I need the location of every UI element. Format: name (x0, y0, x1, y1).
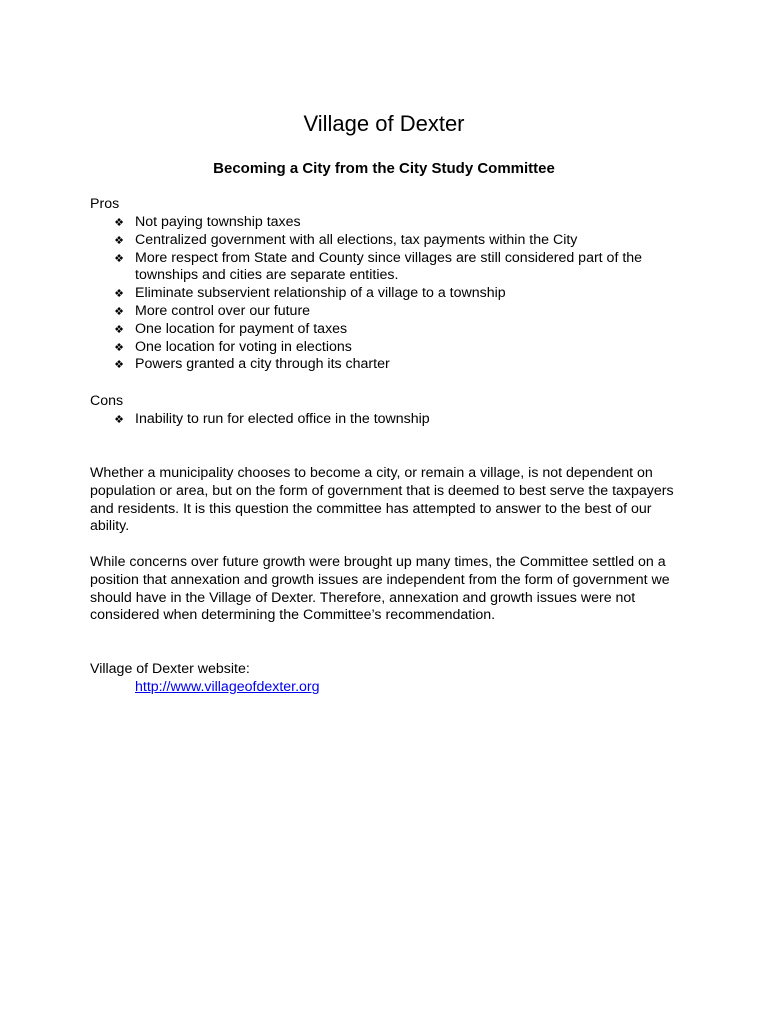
list-item-text: Not paying township taxes (135, 214, 301, 230)
list-item (112, 250, 692, 286)
cons-list (112, 411, 692, 429)
pros-heading: Pros (90, 196, 120, 212)
list-item (112, 303, 692, 321)
paragraph-growth: While concerns over future growth were brought up many times, the Committee settled on a position that annexation and growth issues are independent from the form of government we should have in the Village of Dexter. Therefore, annexation and growth issues were not considered when determining the Committee’s recommendation. (90, 554, 670, 624)
paragraph-municipality: Whether a municipality chooses to become a city, or remain a village, is not dependent on population or area, but on the form of government that is deemed to best serve the taxpayers and residents. It is this question the committee has attempted to answer to the best of our ability. (90, 465, 674, 535)
list-item (112, 356, 692, 374)
diamond-bullet-icon: ❖ (114, 251, 124, 265)
list-item (112, 232, 692, 250)
list-item-text: Inability to run for elected office in the township (135, 411, 430, 427)
diamond-bullet-icon: ❖ (114, 287, 124, 301)
list-item-text: One location for payment of taxes (135, 320, 348, 337)
diamond-bullet-icon: ❖ (114, 322, 124, 336)
list-item-text: More respect from State and County since villages are still considered part of the townships and cities are separate entities. (135, 249, 643, 284)
list-item (112, 339, 692, 357)
diamond-bullet-icon: ❖ (114, 413, 124, 426)
document-title: Village of Dexter (303, 111, 465, 136)
list-item-text: More control over our future (135, 302, 311, 319)
diamond-bullet-icon: ❖ (114, 304, 124, 318)
list-item (112, 321, 692, 339)
diamond-bullet-icon: ❖ (114, 340, 124, 354)
list-item (112, 285, 692, 303)
website-link[interactable]: http://www.villageofdexter.org (135, 679, 320, 695)
list-item-text: Centralized government with all elections, tax payments within the City (135, 231, 578, 248)
cons-heading: Cons (90, 393, 124, 409)
list-item-text: One location for voting in elections (135, 338, 352, 355)
diamond-bullet-icon: ❖ (114, 216, 124, 229)
list-item (112, 214, 692, 232)
list-item-text: Eliminate subservient relationship of a village to a township (135, 285, 506, 302)
document-subtitle: Becoming a City from the City Study Committee (213, 160, 555, 177)
list-item-text: Powers granted a city through its charter (135, 356, 390, 373)
list-item (112, 411, 692, 429)
diamond-bullet-icon: ❖ (114, 358, 124, 372)
website-label: Village of Dexter website: (90, 661, 250, 677)
diamond-bullet-icon: ❖ (114, 233, 124, 247)
pros-list (112, 214, 692, 374)
